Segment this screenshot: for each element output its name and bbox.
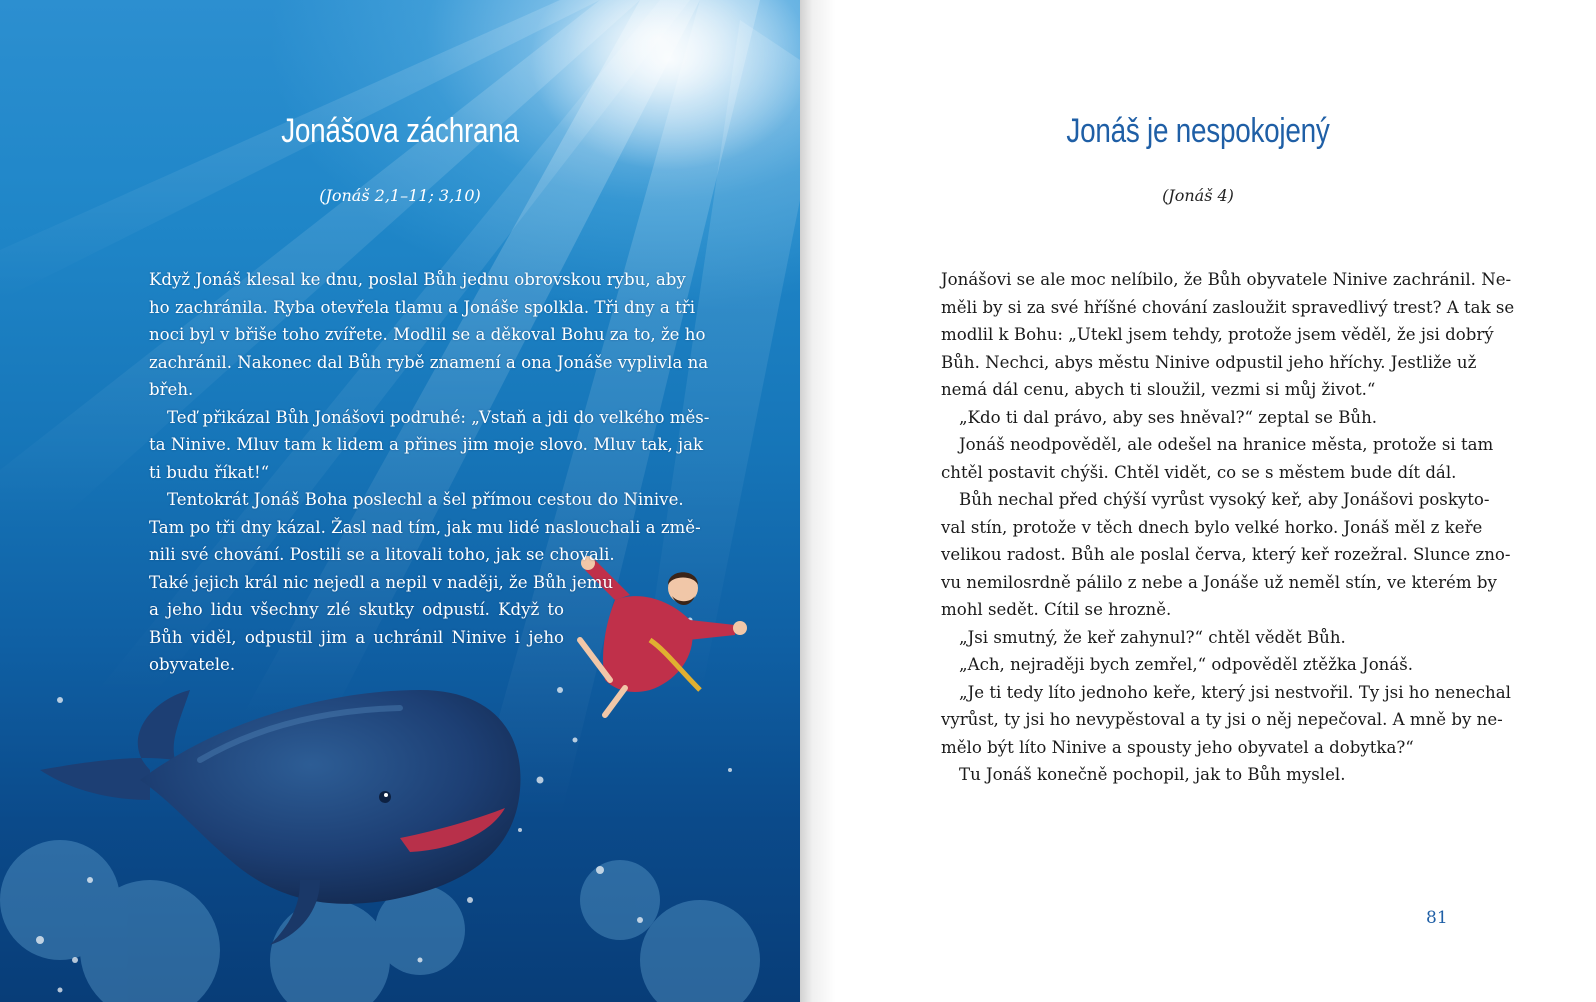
right-page-reference: (Jonáš 4)	[1162, 186, 1234, 205]
text-line: „Je ti tedy líto jednoho keře, který jsi nestvořil. Ty jsi ho nenechal	[959, 682, 1511, 702]
text-line: val stín, protože v těch dnech bylo velké horko. Jonáš měl z keře	[941, 517, 1483, 537]
text-line: nemá dál cenu, abych ti sloužil, vezmi si můj život.“	[941, 380, 1376, 399]
text-line: „Jsi smutný, že keř zahynul?“ chtěl vědět Bůh.	[959, 627, 1346, 647]
text-line: obyvatele.	[149, 655, 236, 674]
text-line: ho zachránila. Ryba otevřela tlamu a Jonáše spolkla. Tři dny a tři	[149, 297, 696, 317]
left-page-title: Jonášova záchrana	[281, 112, 519, 150]
text-line: Teď přikázal Bůh Jonášovi podruhé: „Vstaň a jdi do velkého měs-	[167, 407, 710, 427]
text-line: Tentokrát Jonáš Boha poslechl a šel přímou cestou do Ninive.	[167, 490, 684, 509]
text-line: „Kdo ti dal právo, aby ses hněval?“ zeptal se Bůh.	[959, 407, 1378, 427]
right-page-text	[941, 266, 1515, 789]
text-line: noci byl v břiše toho zvířete. Modlil se a děkoval Bohu za to, že ho	[149, 325, 706, 344]
left-page-reference: (Jonáš 2,1–11; 3,10)	[319, 186, 481, 205]
text-line: zachránil. Nakonec dal Bůh rybě znamení a ona Jonáše vyplivla na	[149, 352, 709, 372]
text-line: Bůh. Nechci, abys městu Ninive odpustil jeho hříchy. Jestliže už	[941, 352, 1477, 372]
right-page	[800, 0, 1596, 1002]
text-line: vyrůst, ty jsi ho nevypěstoval a ty jsi o něj nepečoval. A mně by ne-	[941, 710, 1503, 729]
text-line: Jonášovi se ale moc nelíbilo, že Bůh obyvatele Ninive zachránil. Ne-	[941, 270, 1512, 289]
text-line: Bůh nechal před chýší vyrůst vysoký keř, aby Jonášovi poskyto-	[959, 490, 1490, 509]
text-line: břeh.	[149, 380, 194, 399]
text-line: nili své chování. Postili se a litovali toho, jak se chovali.	[149, 545, 615, 564]
text-line: Tu Jonáš konečně pochopil, jak to Bůh myslel.	[959, 765, 1346, 784]
text-line: vu nemilosrdně pálilo z nebe a Jonáše už neměl stín, ve kterém by	[941, 572, 1497, 592]
text-line: mohl sedět. Cítil se hrozně.	[941, 600, 1172, 619]
text-line: Jonáš neodpověděl, ale odešel na hranice města, protože si tam	[959, 435, 1494, 454]
text-line: chtěl postavit chýši. Chtěl vidět, co se s městem bude dít dál.	[941, 462, 1457, 482]
text-line: Když Jonáš klesal ke dnu, poslal Bůh jednu obrovskou rybu, aby	[149, 270, 686, 289]
right-page-title: Jonáš je nespokojený	[1066, 112, 1330, 150]
text-line: mělo být líto Ninive a spousty jeho obyvatel a dobytka?“	[941, 737, 1414, 757]
text-line: měli by si za své hříšné chování zasloužit spravedlivý trest? A tak se	[941, 297, 1515, 317]
text-line: Také jejich král nic nejedl a nepil v naději, že Bůh jemu	[149, 572, 614, 592]
text-line: „Ach, nejraději bych zemřel,“ odpověděl ztěžka Jonáš.	[959, 655, 1414, 674]
text-line: Bůh viděl, odpustil jim a uchránil Ninive i jeho	[149, 627, 564, 647]
text-line: Tam po tři dny kázal. Žasl nad tím, jak mu lidé naslouchali a změ-	[149, 517, 701, 537]
left-page-text	[149, 266, 710, 679]
text-line: modlil k Bohu: „Utekl jsem tehdy, protože jsem věděl, že jsi dobrý	[941, 325, 1494, 344]
text-line: ti budu říkat!“	[149, 462, 270, 482]
page-number: 81	[1426, 908, 1448, 928]
text-line: a jeho lidu všechny zlé skutky odpustí. Když to	[149, 600, 564, 619]
text-line: velikou radost. Bůh ale poslal červa, který keř rozežral. Slunce zno-	[941, 545, 1511, 564]
text-line: ta Ninive. Mluv tam k lidem a přines jim moje slovo. Mluv tak, jak	[149, 435, 704, 454]
